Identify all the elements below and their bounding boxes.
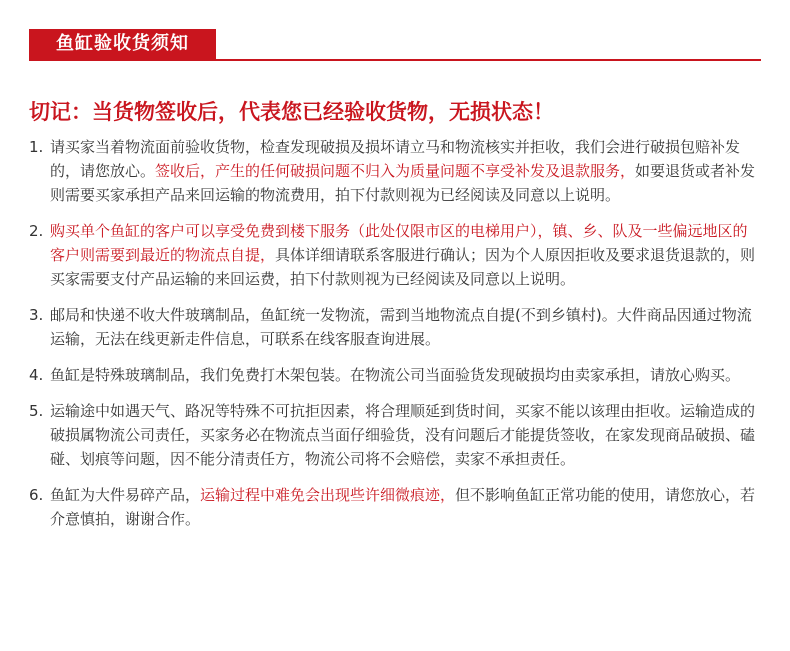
list-item-3 [29, 303, 762, 351]
item-text-segment: 请买家当着物流面前验收货物，检查发现破损及损坏请立马和物流核实并拒收，我们会进行破损包赔补发的，请您放心。 [50, 138, 741, 180]
list-item-6 [29, 483, 762, 531]
item-number: 4. [29, 366, 44, 384]
list-item-2 [29, 219, 762, 291]
item-text [50, 483, 762, 531]
item-text-segment: 鱼缸为大件易碎产品， [50, 486, 201, 504]
item-number: 6. [29, 486, 44, 504]
item-text-segment: 鱼缸是特殊玻璃制品，我们免费打木架包装。在物流公司当面验货发现破损均由卖家承担，请放心购买。 [50, 366, 741, 384]
item-text-segment: 具体详细请联系客服进行确认；因为个人原因拒收及要求退货退款的，则买家需要支付产品运输的来回运费，拍下付款则视为已经阅读及同意以上说明。 [50, 246, 756, 288]
list-item-1 [29, 135, 762, 207]
list-item-4 [29, 363, 762, 387]
item-text-highlight: 购买单个鱼缸的客户可以享受免费到楼下服务（此处仅限市区的电梯用户），镇、乡、队及一些偏远地区的客户则需要到最近的物流点自提， [50, 222, 748, 264]
item-text [50, 399, 762, 471]
item-text-highlight: 运输过程中难免会出现些许细微痕迹， [200, 486, 456, 504]
item-text [50, 363, 762, 387]
item-number: 5. [29, 402, 44, 420]
item-number: 3. [29, 306, 44, 324]
item-text-highlight: 签收后，产生的任何破损问题不归入为质量问题不享受补发及退款服务， [155, 162, 636, 180]
item-text-segment: 运输途中如遇天气、路况等特殊不可抗拒因素，将合理顺延到货时间，买家不能以该理由拒收。运输造成的破损属物流公司责任，买家务必在物流点当面仔细验货，没有问题后才能提货签收，在家发现商品破损、磕碰、划痕等问题，因不能分清责任方，物流公司将不会赔偿，卖家不承担责任。 [50, 402, 756, 468]
section-title: 鱼缸验收货须知 [29, 29, 216, 59]
notice-list [29, 135, 762, 543]
item-text [50, 303, 762, 351]
item-text-segment: 但不影响鱼缸正常功能的使用，请您放心，若介意慎拍，谢谢合作。 [50, 486, 756, 528]
item-text-segment: 邮局和快递不收大件玻璃制品，鱼缸统一发物流，需到当地物流点自提(不到乡镇村)。大件商品因通过物流运输，无法在线更新走件信息，可联系在线客服查询进展。 [50, 306, 752, 348]
item-text [50, 219, 762, 291]
item-number: 1. [29, 138, 44, 156]
item-number: 2. [29, 222, 44, 240]
item-text [50, 135, 762, 207]
warning-headline: 切记：当货物签收后，代表您已经验收货物，无损状态！ [29, 100, 554, 124]
item-text-segment: 如要退货或者补发则需要买家承担产品来回运输的物流费用，拍下付款则视为已经阅读及同意以上说明。 [50, 162, 756, 204]
list-item-5 [29, 399, 762, 471]
title-bar [29, 29, 761, 61]
